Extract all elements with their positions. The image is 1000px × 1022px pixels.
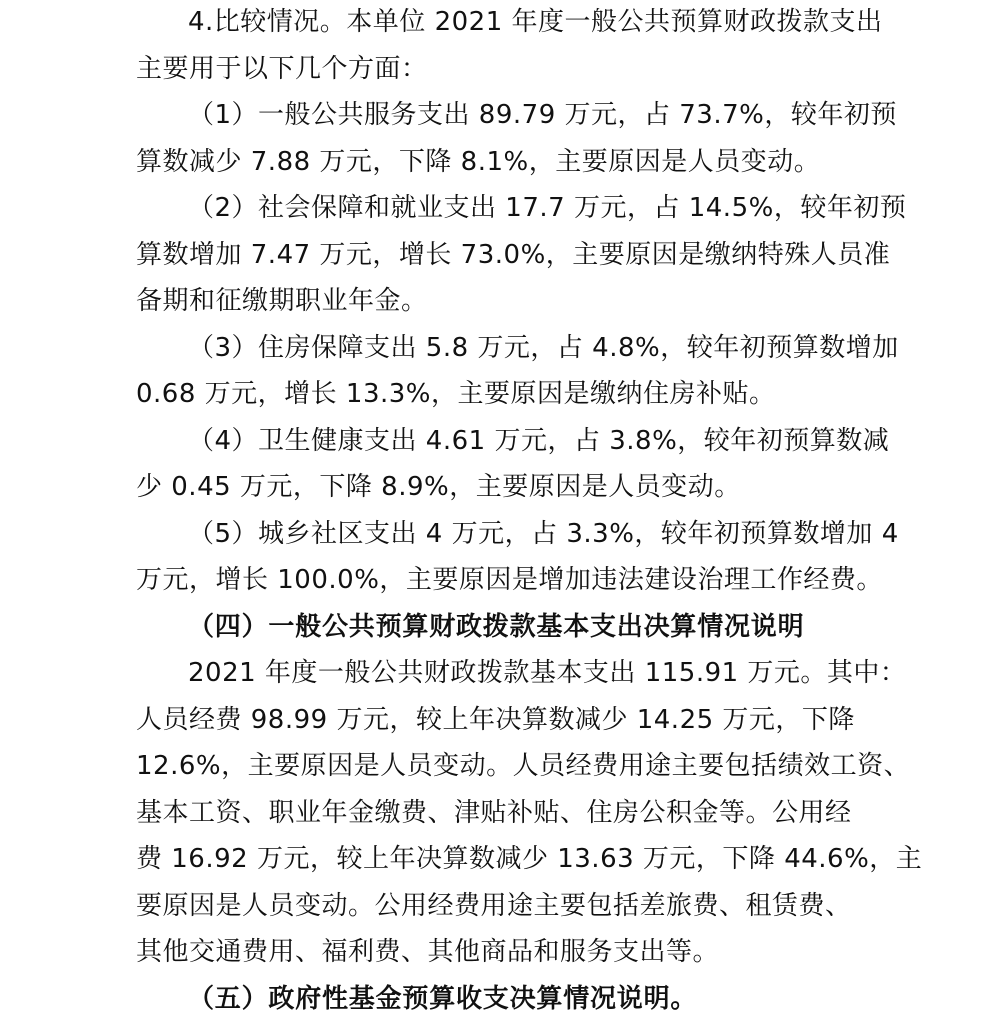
item-3-line-1: （3）住房保障支出 5.8 万元，占 4.8%，较年初预算数增加 [188,333,899,363]
item-5-line-2: 万元，增长 100.0%，主要原因是增加违法建设治理工作经费。 [136,565,883,595]
item-2-line-3: 备期和征缴期职业年金。 [136,286,428,316]
basic-expenditure-line-1: 2021 年度一般公共财政拨款基本支出 115.91 万元。其中： [188,658,907,688]
paragraph-comparison-line-1: 4.比较情况。本单位 2021 年度一般公共预算财政拨款支出 [188,7,883,37]
item-1-line-1: （1）一般公共服务支出 89.79 万元，占 73.7%，较年初预 [188,100,897,130]
item-2-line-2: 算数增加 7.47 万元，增长 73.0%，主要原因是缴纳特殊人员准 [136,240,891,270]
basic-expenditure-line-6: 要原因是人员变动。公用经费用途主要包括差旅费、租赁费、 [136,891,852,921]
item-1-line-2: 算数减少 7.88 万元，下降 8.1%，主要原因是人员变动。 [136,147,821,177]
basic-expenditure-line-7: 其他交通费用、福利费、其他商品和服务支出等。 [136,937,720,967]
item-3-line-2: 0.68 万元，增长 13.3%，主要原因是缴纳住房补贴。 [136,379,776,409]
basic-expenditure-line-3: 12.6%，主要原因是人员变动。人员经费用途主要包括绩效工资、 [136,751,911,781]
paragraph-comparison-line-2: 主要用于以下几个方面： [136,54,428,84]
item-2-line-1: （2）社会保障和就业支出 17.7 万元，占 14.5%，较年初预 [188,193,907,223]
section-heading-5: （五）政府性基金预算收支决算情况说明。 [188,984,698,1014]
item-5-line-1: （5）城乡社区支出 4 万元，占 3.3%，较年初预算数增加 4 [188,519,899,549]
item-4-line-2: 少 0.45 万元，下降 8.9%，主要原因是人员变动。 [136,472,741,502]
item-4-line-1: （4）卫生健康支出 4.61 万元，占 3.8%，较年初预算数减 [188,426,890,456]
basic-expenditure-line-5: 费 16.92 万元，较上年决算数减少 13.63 万元，下降 44.6%，主 [136,844,923,874]
basic-expenditure-line-4: 基本工资、职业年金缴费、津贴补贴、住房公积金等。公用经 [136,798,852,828]
basic-expenditure-line-2: 人员经费 98.99 万元，较上年决算数减少 14.25 万元，下降 [136,705,855,735]
section-heading-4: （四）一般公共预算财政拨款基本支出决算情况说明 [188,612,805,642]
